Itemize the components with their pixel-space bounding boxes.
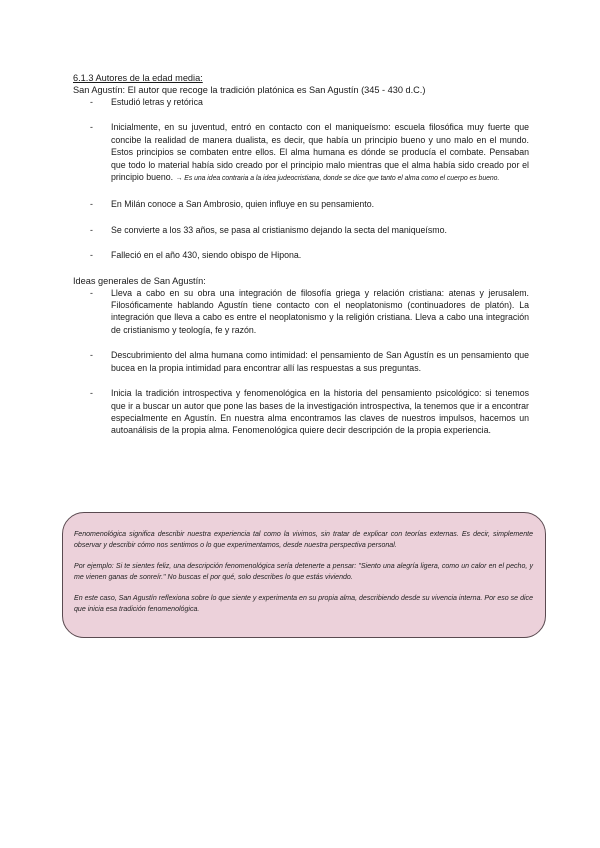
list-item-text: Lleva a cabo en su obra una integración de filosofía griega y relación cristiana: atenas y jerusalem. Filosóficamente hablando Agustín tiene contacto con el neoplatonismo (continuadores de platón). La integración que lleva a cabo es entre el neoplatonismo y la religión cristiana. Lleva a cabo una integración de cristianismo y teología, fe y razón.	[111, 287, 529, 335]
list-item	[73, 224, 529, 236]
list-item-text: Descubrimiento del alma humana como intimidad: el pensamiento de San Agustín es un pensamiento que bucea en la propia intimidad para encontrar allí las respuestas a sus preguntas.	[111, 350, 529, 373]
list-item	[73, 249, 529, 261]
list-item	[73, 387, 529, 437]
bio-list	[73, 96, 529, 262]
list-item-text: Falleció en el año 430, siendo obispo de Hipona.	[111, 250, 302, 261]
ideas-title: Ideas generales de San Agustín:	[73, 275, 206, 286]
list-item-text: Estudió letras y retórica	[111, 97, 203, 107]
list-item	[73, 198, 529, 210]
document-body	[73, 72, 529, 437]
list-item	[73, 287, 529, 337]
callout-paragraph: En este caso, San Agustín reflexiona sobre lo que siente y experimenta en su propia alma, describiendo desde su vivencia interna. Por eso se dice que inicia esa tradición fenomenológica.	[74, 595, 533, 613]
list-item	[73, 96, 529, 108]
list-item	[73, 121, 529, 185]
callout-box	[62, 512, 546, 638]
list-item-text: Inicia la tradición introspectiva y fenomenológica en la historia del pensamiento psicológico: si tenemos que ir a buscar un autor que pone las bases de la investigación introspectiva, la tenemos que ir a encontrar especialmente en Agustín. En nuestra alma encontramos las claves de nuestros impulsos, hacemos un autoanálisis de la propia alma. Fenomenológica quiere decir descripción de la propia experiencia.	[111, 388, 529, 436]
margin-note: → Es una idea contraria a la idea judeocristiana, donde se dice que tanto el alma como el cuerpo es bueno.	[175, 175, 500, 183]
list-item-text: Se convierte a los 33 años, se pasa al cristianismo dejando la secta del maniqueísmo.	[111, 224, 447, 235]
intro-line: San Agustín: El autor que recoge la tradición platónica es San Agustín (345 - 430 d.C.)	[73, 85, 426, 95]
section-title: 6.1.3 Autores de la edad media:	[73, 73, 203, 83]
callout-paragraph: Fenomenológica significa describir nuestra experiencia tal como la vivimos, sin tratar de explicar con teorías externas. Es decir, simplemente observar y describir cómo nos sentimos o lo que experimentamos, desde nuestra perspectiva personal.	[74, 531, 533, 549]
list-item-text: Inicialmente, en su juventud, entró en contacto con el maniqueísmo: escuela filosófica muy fuerte que concibe la realidad de manera dualista, es decir, que había un principio bueno y uno malo en el mundo. Estos principios se combaten entre ellos. El alma humana es dónde se producía el combate. Pensaban que todo lo material había sido creado por el principio malo mientras que el alma había sido creado por el principio bueno.	[111, 122, 529, 183]
ideas-list	[73, 287, 529, 437]
list-item-text: En Milán conoce a San Ambrosio, quien influye en su pensamiento.	[111, 199, 375, 210]
list-item	[73, 349, 529, 374]
callout-paragraph: Por ejemplo: Si te sientes feliz, una descripción fenomenológica sería detenerte a pensar: "Siento una alegría ligera, como un calor en el pecho, y me vienen ganas de sonreír." No buscas el por qué, solo describes lo que estás viviendo.	[74, 563, 533, 581]
